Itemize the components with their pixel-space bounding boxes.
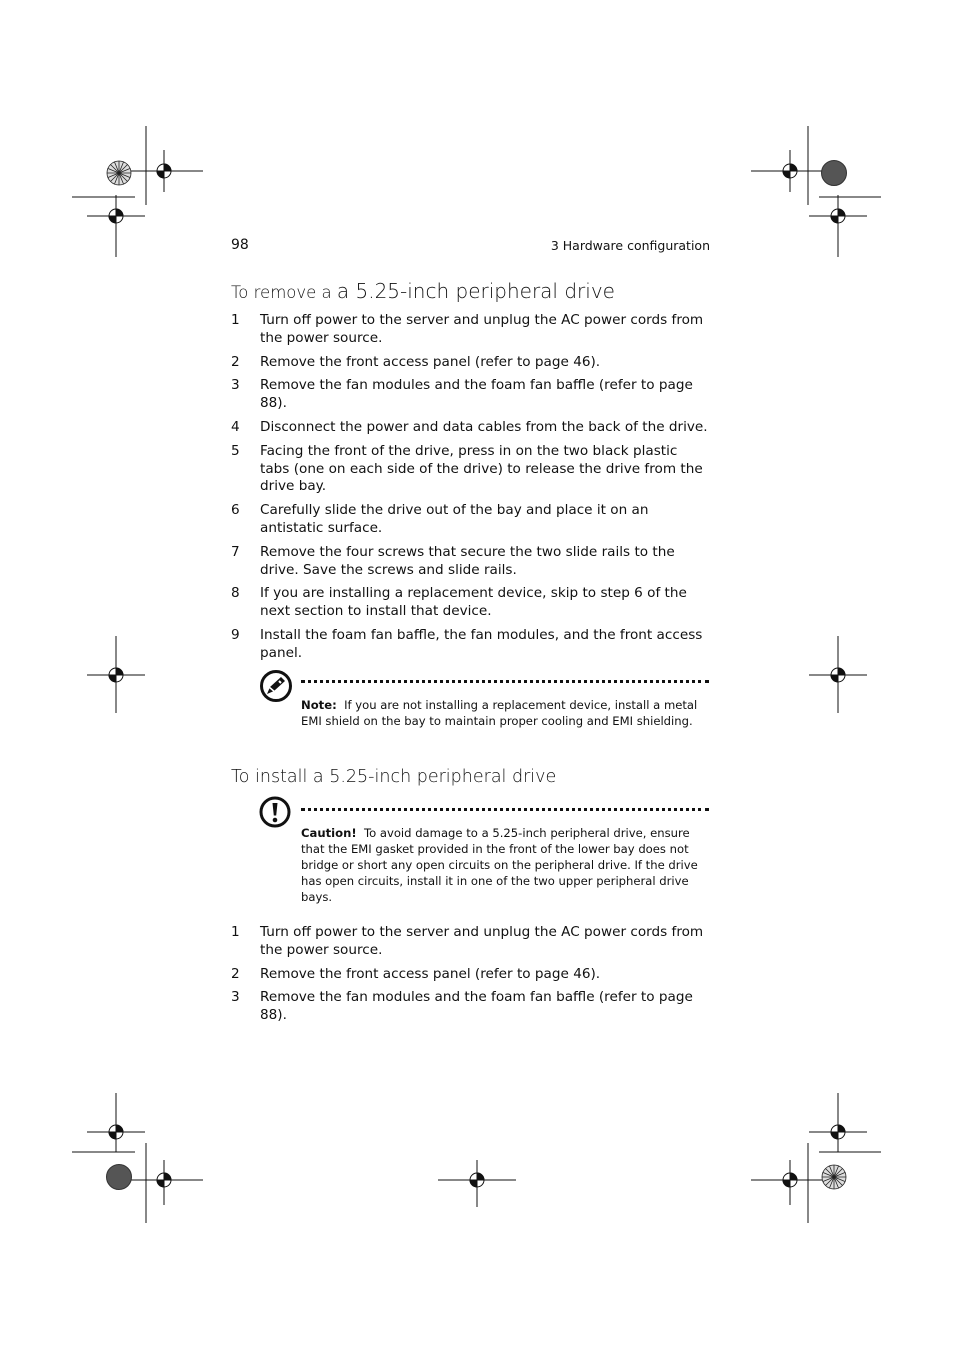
caution-divider	[301, 808, 709, 811]
remove-steps-list	[231, 312, 711, 669]
step-text: Disconnect the power and data cables from the back of the drive.	[260, 418, 708, 435]
caution-box	[259, 796, 709, 908]
list-item	[231, 627, 711, 663]
list-item	[231, 443, 711, 496]
step-text: Turn off power to the server and unplug the AC power cords from the power source.	[260, 924, 704, 958]
caution-text	[301, 825, 701, 905]
note-text	[301, 697, 701, 729]
list-item	[231, 354, 711, 372]
section-title-main: a 5.25-inch peripheral drive	[336, 279, 615, 303]
step-text: Remove the four screws that secure the two slide rails to the drive. Save the screws and slide rails.	[260, 543, 675, 578]
step-text: Remove the front access panel (refer to page 46).	[260, 965, 601, 982]
list-item	[231, 377, 711, 413]
install-steps-list	[231, 924, 711, 1031]
step-text: Install the foam fan baffle, the fan modules, and the front access panel.	[260, 626, 703, 661]
running-head: 3 Hardware configuration	[550, 238, 710, 253]
list-item	[231, 989, 711, 1025]
step-number: 3	[231, 989, 240, 1006]
step-number: 4	[231, 418, 240, 435]
note-pencil-icon	[259, 669, 295, 705]
list-item	[231, 544, 711, 580]
step-number: 9	[231, 626, 240, 643]
step-number: 1	[231, 924, 240, 940]
step-number: 2	[231, 353, 240, 370]
list-item	[231, 924, 711, 960]
list-item	[231, 419, 711, 437]
step-number: 1	[231, 312, 240, 328]
note-box	[259, 669, 709, 749]
step-text: Turn off power to the server and unplug the AC power cords from the power source.	[260, 312, 704, 346]
step-text: Remove the fan modules and the foam fan baffle (refer to page 88).	[260, 377, 693, 412]
note-label: Note:	[301, 698, 337, 712]
step-text: Facing the front of the drive, press in on the two black plastic tabs (one on each side of the drive) to release the drive from the drive bay.	[260, 442, 703, 495]
step-text: Carefully slide the drive out of the bay and place it on an antistatic surface.	[260, 502, 649, 536]
note-divider	[301, 680, 709, 683]
list-item	[231, 502, 711, 538]
page-number: 98	[231, 237, 249, 253]
step-number: 7	[231, 543, 240, 560]
step-text: Remove the front access panel (refer to page 46).	[260, 353, 601, 370]
note-body: If you are not installing a replacement device, install a metal EMI shield on the bay to maintain proper cooling and EMI shielding.	[301, 698, 698, 728]
list-item	[231, 312, 711, 348]
step-number: 8	[231, 585, 240, 602]
caution-exclamation-icon	[259, 796, 293, 830]
step-number: 6	[231, 502, 240, 519]
caution-body: To avoid damage to a 5.25-inch peripheral drive, ensure that the EMI gasket provided in the front of the lower bay does not bridge or short any open circuits on the peripheral drive. If the drive has open circuits, install it in one of the two upper peripheral drive bays.	[301, 826, 698, 904]
list-item	[231, 585, 711, 621]
step-number: 2	[231, 965, 240, 982]
step-text: Remove the fan modules and the foam fan baffle (refer to page 88).	[260, 989, 693, 1024]
caution-label: Caution!	[301, 826, 357, 840]
section-title-install: To install a 5.25-inch peripheral drive	[231, 767, 557, 787]
step-number: 3	[231, 377, 240, 394]
step-number: 5	[231, 442, 240, 459]
list-item	[231, 966, 711, 984]
step-text: If you are installing a replacement device, skip to step 6 of the next section to install that device.	[260, 585, 687, 620]
section-title-remove	[231, 279, 615, 303]
section-title-prefix: To remove a	[231, 283, 337, 302]
